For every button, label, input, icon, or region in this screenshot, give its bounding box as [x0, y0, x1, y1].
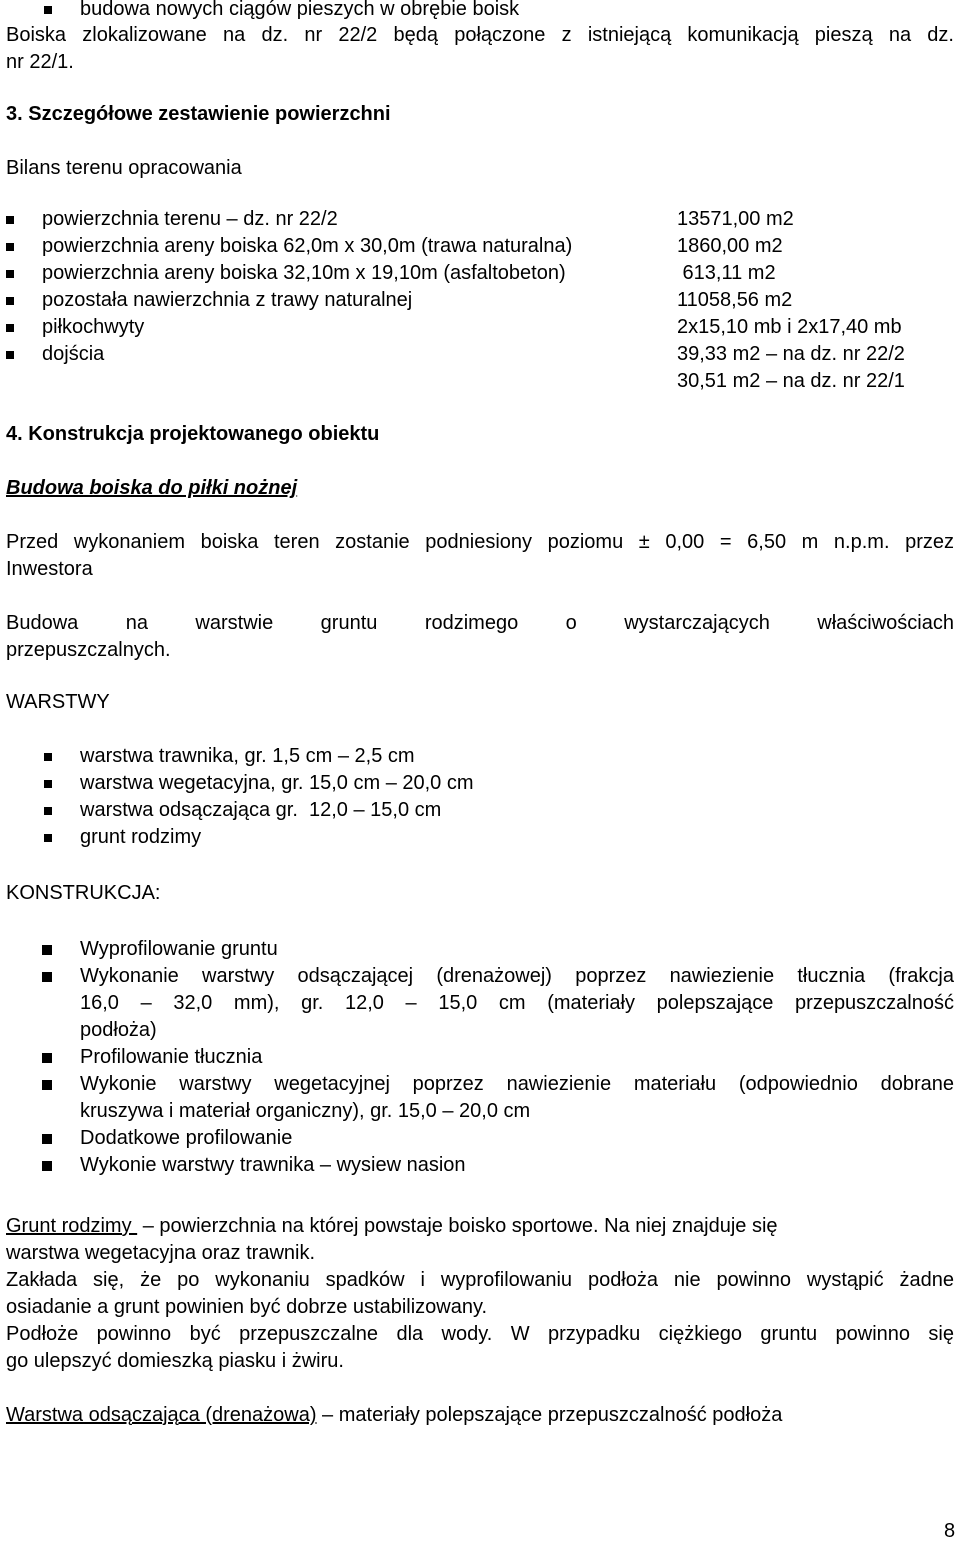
bullet-marker — [6, 243, 14, 251]
bullet-marker — [44, 807, 52, 815]
grunt-paragraph-line1 — [6, 1213, 954, 1240]
bullet-marker — [44, 6, 52, 14]
layer-item: warstwa trawnika, gr. 1,5 cm – 2,5 cm — [80, 745, 415, 767]
construction-item: Dodatkowe profilowanie — [80, 1127, 293, 1149]
layers-title: WARSTWY — [6, 691, 110, 713]
construction-item: Wykonie warstwy wegetacyjnej poprzez nawiezienie materiału (odpowiednio dobrane — [80, 1073, 954, 1095]
bullet-marker — [6, 351, 14, 359]
area-value-extra: 30,51 m2 – na dz. nr 22/1 — [677, 370, 905, 392]
warstwa-definition: – materiały polepszające przepuszczalność podłoża — [316, 1404, 783, 1426]
grunt-paragraph-line2: warstwa wegetacyjna oraz trawnik. — [6, 1242, 316, 1264]
warstwa-paragraph — [6, 1402, 782, 1429]
paragraph-3-line1: Zakłada się, że po wykonaniu spadków i wyprofilowaniu podłoża nie powinno wystąpić żadne — [6, 1269, 954, 1291]
bullet-marker — [44, 780, 52, 788]
paragraph-2-line2: przepuszczalnych. — [6, 639, 171, 661]
area-value: 613,11 m2 — [677, 262, 776, 284]
top-paragraph-line2: nr 22/1. — [6, 51, 74, 73]
section-3-heading: 3. Szczegółowe zestawienie powierzchni — [6, 103, 391, 125]
bullet-marker — [44, 834, 52, 842]
area-value: 13571,00 m2 — [677, 208, 794, 230]
grunt-term: Grunt rodzimy — [6, 1215, 138, 1237]
paragraph-4-line1: Podłoże powinno być przepuszczalne dla wody. W przypadku ciężkiego gruntu powinno się — [6, 1323, 954, 1345]
section-4-heading: 4. Konstrukcja projektowanego obiektu — [6, 423, 380, 445]
bullet-marker — [42, 1053, 52, 1063]
page-number: 8 — [944, 1520, 956, 1542]
top-bullet-text: budowa nowych ciągów pieszych w obrębie boisk — [80, 0, 520, 20]
construction-title: KONSTRUKCJA: — [6, 882, 161, 904]
area-value: 39,33 m2 – na dz. nr 22/2 — [677, 343, 905, 365]
area-value: 1860,00 m2 — [677, 235, 783, 257]
paragraph-4-line2: go ulepszyć domieszką piasku i żwiru. — [6, 1350, 344, 1372]
paragraph-1-line2: Inwestora — [6, 558, 93, 580]
area-label: dojścia — [42, 343, 105, 365]
bullet-marker — [6, 216, 14, 224]
area-label: piłkochwyty — [42, 316, 145, 338]
paragraph-1-line1: Przed wykonaniem boiska teren zostanie podniesiony poziomu ± 0,00 = 6,50 m n.p.m. przez — [6, 531, 954, 553]
area-value: 2x15,10 mb i 2x17,40 mb — [677, 316, 902, 338]
bullet-marker — [42, 972, 52, 982]
bullet-marker — [42, 1161, 52, 1171]
bullet-marker — [42, 945, 52, 955]
construction-item-cont: 16,0 – 32,0 mm), gr. 12,0 – 15,0 cm (materiały polepszające przepuszczalność — [80, 992, 954, 1014]
paragraph-3-line2: osiadanie a grunt powinien być dobrze ustabilizowany. — [6, 1296, 488, 1318]
construction-item: Profilowanie tłucznia — [80, 1046, 263, 1068]
construction-item: Wyprofilowanie gruntu — [80, 938, 278, 960]
construction-item-cont: podłoża) — [80, 1019, 157, 1041]
layer-item: warstwa odsączająca gr. 12,0 – 15,0 cm — [80, 799, 442, 821]
area-label: pozostała nawierzchnia z trawy naturalnej — [42, 289, 413, 311]
area-label: powierzchnia areny boiska 62,0m x 30,0m (trawa naturalna) — [42, 235, 573, 257]
warstwa-term: Warstwa odsączająca (drenażowa) — [6, 1404, 317, 1426]
bullet-marker — [6, 324, 14, 332]
area-label: powierzchnia areny boiska 32,10m x 19,10m (asfaltobeton) — [42, 262, 566, 284]
construction-item: Wykonie warstwy trawnika – wysiew nasion — [80, 1154, 466, 1176]
construction-item: Wykonanie warstwy odsączającej (drenażowej) poprzez nawiezienie tłucznia (frakcja — [80, 965, 954, 987]
paragraph-2-line1: Budowa na warstwie gruntu rodzimego o wystarczających właściwościach — [6, 612, 954, 634]
bullet-marker — [42, 1080, 52, 1090]
bullet-marker — [44, 753, 52, 761]
layer-item: grunt rodzimy — [80, 826, 202, 848]
layer-item: warstwa wegetacyjna, gr. 15,0 cm – 20,0 cm — [80, 772, 474, 794]
grunt-definition: – powierzchnia na której powstaje boisko sportowe. Na niej znajduje się — [137, 1215, 778, 1237]
area-value: 11058,56 m2 — [677, 289, 793, 311]
bullet-marker — [42, 1134, 52, 1144]
top-paragraph-line1: Boiska zlokalizowane na dz. nr 22/2 będą połączone z istniejącą komunikacją pieszą na dz. — [6, 24, 954, 46]
construction-item-cont: kruszywa i materiał organiczny), gr. 15,0 – 20,0 cm — [80, 1100, 531, 1122]
section-4-subheading: Budowa boiska do piłki nożnej — [6, 477, 298, 499]
section-3-subheading: Bilans terenu opracowania — [6, 157, 242, 179]
area-label: powierzchnia terenu – dz. nr 22/2 — [42, 208, 338, 230]
bullet-marker — [6, 270, 14, 278]
bullet-marker — [6, 297, 14, 305]
